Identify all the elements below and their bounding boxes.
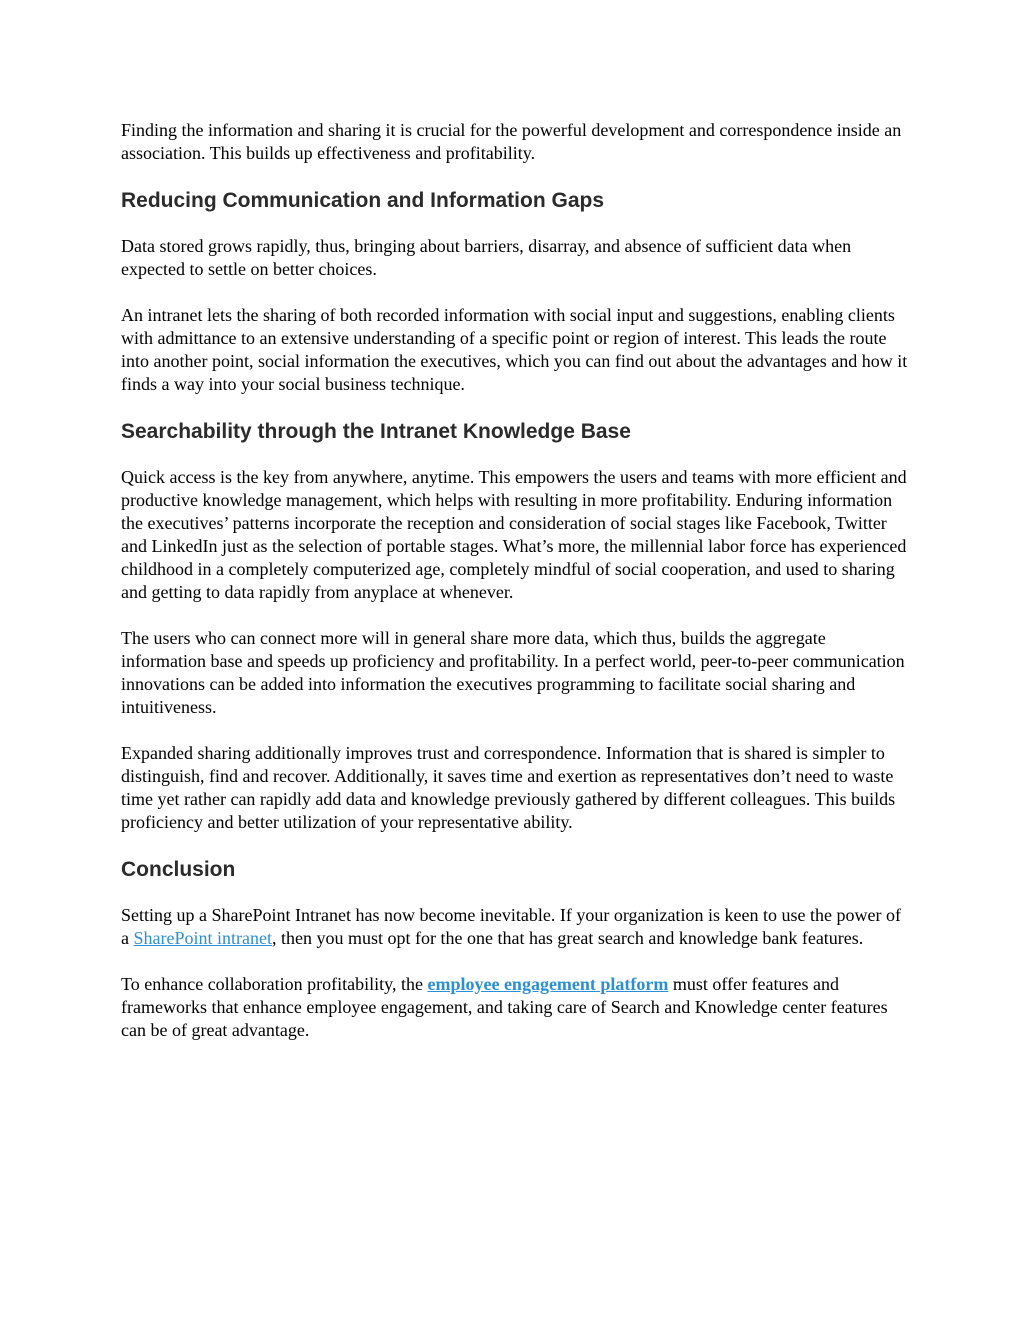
paragraph-sharepoint-setup [121, 904, 911, 950]
intro-paragraph: Finding the information and sharing it is crucial for the powerful development and correspondence inside an association. This builds up effectiveness and profitability. [121, 120, 902, 163]
collaboration-text-after: must offer features and frameworks that enhance employee engagement, and taking care of Search and Knowledge center features can be of great advantage. [121, 974, 888, 1040]
paragraph-collaboration [121, 973, 911, 1042]
section-heading-conclusion: Conclusion [121, 858, 236, 881]
paragraph-expanded-sharing: Expanded sharing additionally improves trust and correspondence. Information that is shared is simpler to distinguish, find and recover. Additionally, it saves time and exertion as representatives don’t need to waste time yet rather can rapidly add data and knowledge previously gathered by different colleagues. This builds proficiency and better utilization of your representative ability. [121, 743, 896, 832]
paragraph-users-connect: The users who can connect more will in general share more data, which thus, builds the aggregate information base and speeds up proficiency and profitability. In a perfect world, peer-to-peer communication innovations can be added into information the executives programming to facilitate social sharing and intuitiveness. [121, 628, 905, 717]
collaboration-text-before: To enhance collaboration profitability, the [121, 974, 428, 994]
paragraph-data-growth: Data stored grows rapidly, thus, bringing about barriers, disarray, and absence of sufficient data when expected to settle on better choices. [121, 236, 852, 279]
section-heading-searchability: Searchability through the Intranet Knowledge Base [121, 420, 631, 443]
sharepoint-intranet-link[interactable]: SharePoint intranet [133, 928, 272, 948]
sharepoint-text-after: , then you must opt for the one that has great search and knowledge bank features. [271, 928, 864, 948]
employee-engagement-platform-link[interactable]: employee engagement platform [427, 974, 669, 994]
section-heading-communication-gaps: Reducing Communication and Information Gaps [121, 189, 605, 212]
paragraph-quick-access: Quick access is the key from anywhere, anytime. This empowers the users and teams with more efficient and productive knowledge management, which helps with resulting in more profitability. Enduring information the executives’ patterns incorporate the reception and consideration of social stages like Facebook, Twitter and LinkedIn just as the selection of portable stages. What’s more, the millennial labor force has experienced childhood in a completely computerized age, completely mindful of social cooperation, and used to sharing and getting to data rapidly from anyplace at whenever. [121, 467, 907, 602]
sharepoint-text-before: Setting up a SharePoint Intranet has now become inevitable. If your organization is keen to use the power of a [121, 905, 901, 948]
paragraph-intranet-sharing: An intranet lets the sharing of both recorded information with social input and suggestions, enabling clients with admittance to an extensive understanding of a specific point or region of interest. This leads the route into another point, social information the executives, which you can find out about the advantages and how it finds a way into your social business technique. [121, 305, 908, 394]
document-page [121, 119, 911, 1065]
